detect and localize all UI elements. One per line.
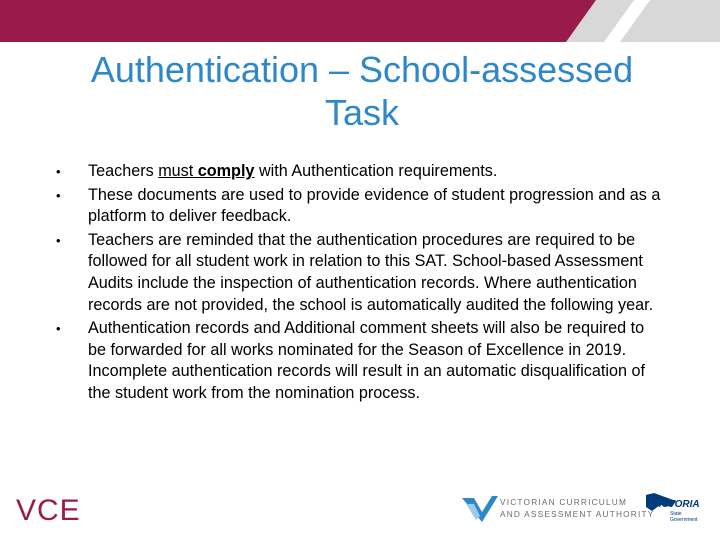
emphasis-must: must	[158, 162, 198, 180]
slide-title	[20, 48, 704, 134]
bullet-marker: •	[56, 321, 61, 337]
bullet-item: • Teachers are reminded that the authentication procedures are required to be followed for all student work in relation to this SAT. School-based Assessment Audits include the inspection of authentication records. Where authentication records are not provided, the school is automatically audited the following year.	[56, 230, 654, 314]
victoria-government-logo: VICTORIA State Government	[646, 493, 708, 527]
banner-stripe-2	[620, 0, 720, 42]
vcaa-logo	[462, 494, 655, 524]
bullet-item: • These documents are used to provide evidence of student progression and as a platform to deliver feedback.	[56, 185, 661, 226]
vcaa-check-icon	[462, 494, 498, 524]
top-banner	[0, 0, 720, 42]
vce-logo: VCE	[16, 494, 81, 527]
bullet-marker: •	[56, 164, 61, 179]
bullet-list	[56, 161, 666, 407]
title-line-1: Authentication – School-assessed	[90, 49, 634, 90]
bullet-item: • Authentication records and Additional comment sheets will also be required to be forwarded for all works nominated for the Season of Excellence in 2019. Incomplete authentication records will result in an automatic disqualification of the student work from the nomination process.	[56, 319, 645, 402]
emphasis-comply: comply	[197, 162, 255, 180]
title-line-2: Task	[324, 92, 400, 133]
bullet-item: • Teachers must comply with Authentication requirements.	[56, 161, 666, 183]
bullet-marker: •	[56, 232, 61, 248]
vcaa-line-2: AND ASSESSMENT AUTHORITY	[500, 509, 655, 519]
vcaa-line-1: VICTORIAN CURRICULUM	[500, 497, 628, 507]
bullet-marker: •	[56, 187, 61, 203]
banner-bar	[0, 0, 596, 42]
victoria-wordmark: VICTORIA	[652, 499, 700, 510]
